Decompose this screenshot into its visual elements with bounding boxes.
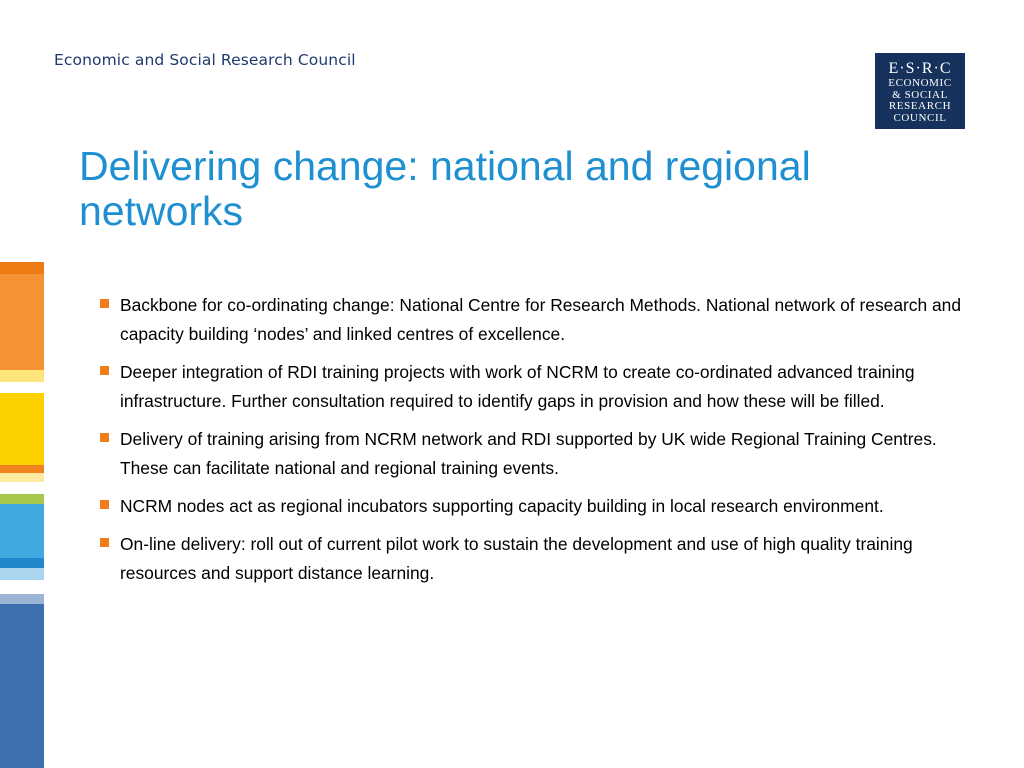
stripe-blue-light: [0, 568, 44, 580]
decorative-color-stripes: [0, 0, 44, 768]
stripe-blue-dark: [0, 558, 44, 568]
stripe-blue: [0, 504, 44, 558]
bullet-item: [100, 358, 970, 416]
bullet-item: [100, 425, 970, 483]
bullet-item: [100, 291, 970, 349]
stripe-orange: [0, 274, 44, 370]
stripe-green: [0, 494, 44, 504]
stripe-yellow-light: [0, 370, 44, 382]
square-bullet-icon: [100, 366, 109, 375]
stripe-navy: [0, 604, 44, 768]
logo-line: COUNCIL: [893, 111, 947, 124]
slide-title: Delivering change: national and regional networks: [79, 143, 811, 234]
esrc-logo: [875, 53, 965, 129]
logo-line: ECONOMIC: [888, 77, 952, 89]
logo-line: E·S·R·C: [888, 60, 952, 77]
square-bullet-icon: [100, 433, 109, 442]
bullet-item: [100, 530, 970, 588]
stripe-yellow-pale: [0, 473, 44, 482]
stripe-orange-dark: [0, 262, 44, 274]
bullet-text: Delivery of training arising from NCRM network and RDI supported by UK wide Regional Training Centres. These can facilitate national and regional training events.: [120, 429, 937, 478]
square-bullet-icon: [100, 299, 109, 308]
bullet-list: [100, 291, 970, 597]
bullet-text: On-line delivery: roll out of current pilot work to sustain the development and use of high quality training resources and support distance learning.: [120, 534, 913, 583]
header-org-name: Economic and Social Research Council: [54, 51, 356, 69]
stripe-orange-thin: [0, 465, 44, 473]
bullet-item: [100, 492, 970, 521]
bullet-text: Deeper integration of RDI training projects with work of NCRM to create co-ordinated advanced training infrastructure. Further consultation required to identify gaps in provision and how these will be filled.: [120, 362, 915, 411]
square-bullet-icon: [100, 538, 109, 547]
bullet-text: NCRM nodes act as regional incubators supporting capacity building in local research environment.: [120, 496, 884, 516]
logo-line: & SOCIAL: [892, 88, 948, 101]
square-bullet-icon: [100, 500, 109, 509]
stripe-yellow: [0, 393, 44, 465]
stripe-navy-light: [0, 594, 44, 604]
logo-line: RESEARCH: [888, 100, 952, 112]
bullet-text: Backbone for co-ordinating change: National Centre for Research Methods. National network of research and capacity building ‘nodes’ and linked centres of excellence.: [120, 295, 962, 344]
